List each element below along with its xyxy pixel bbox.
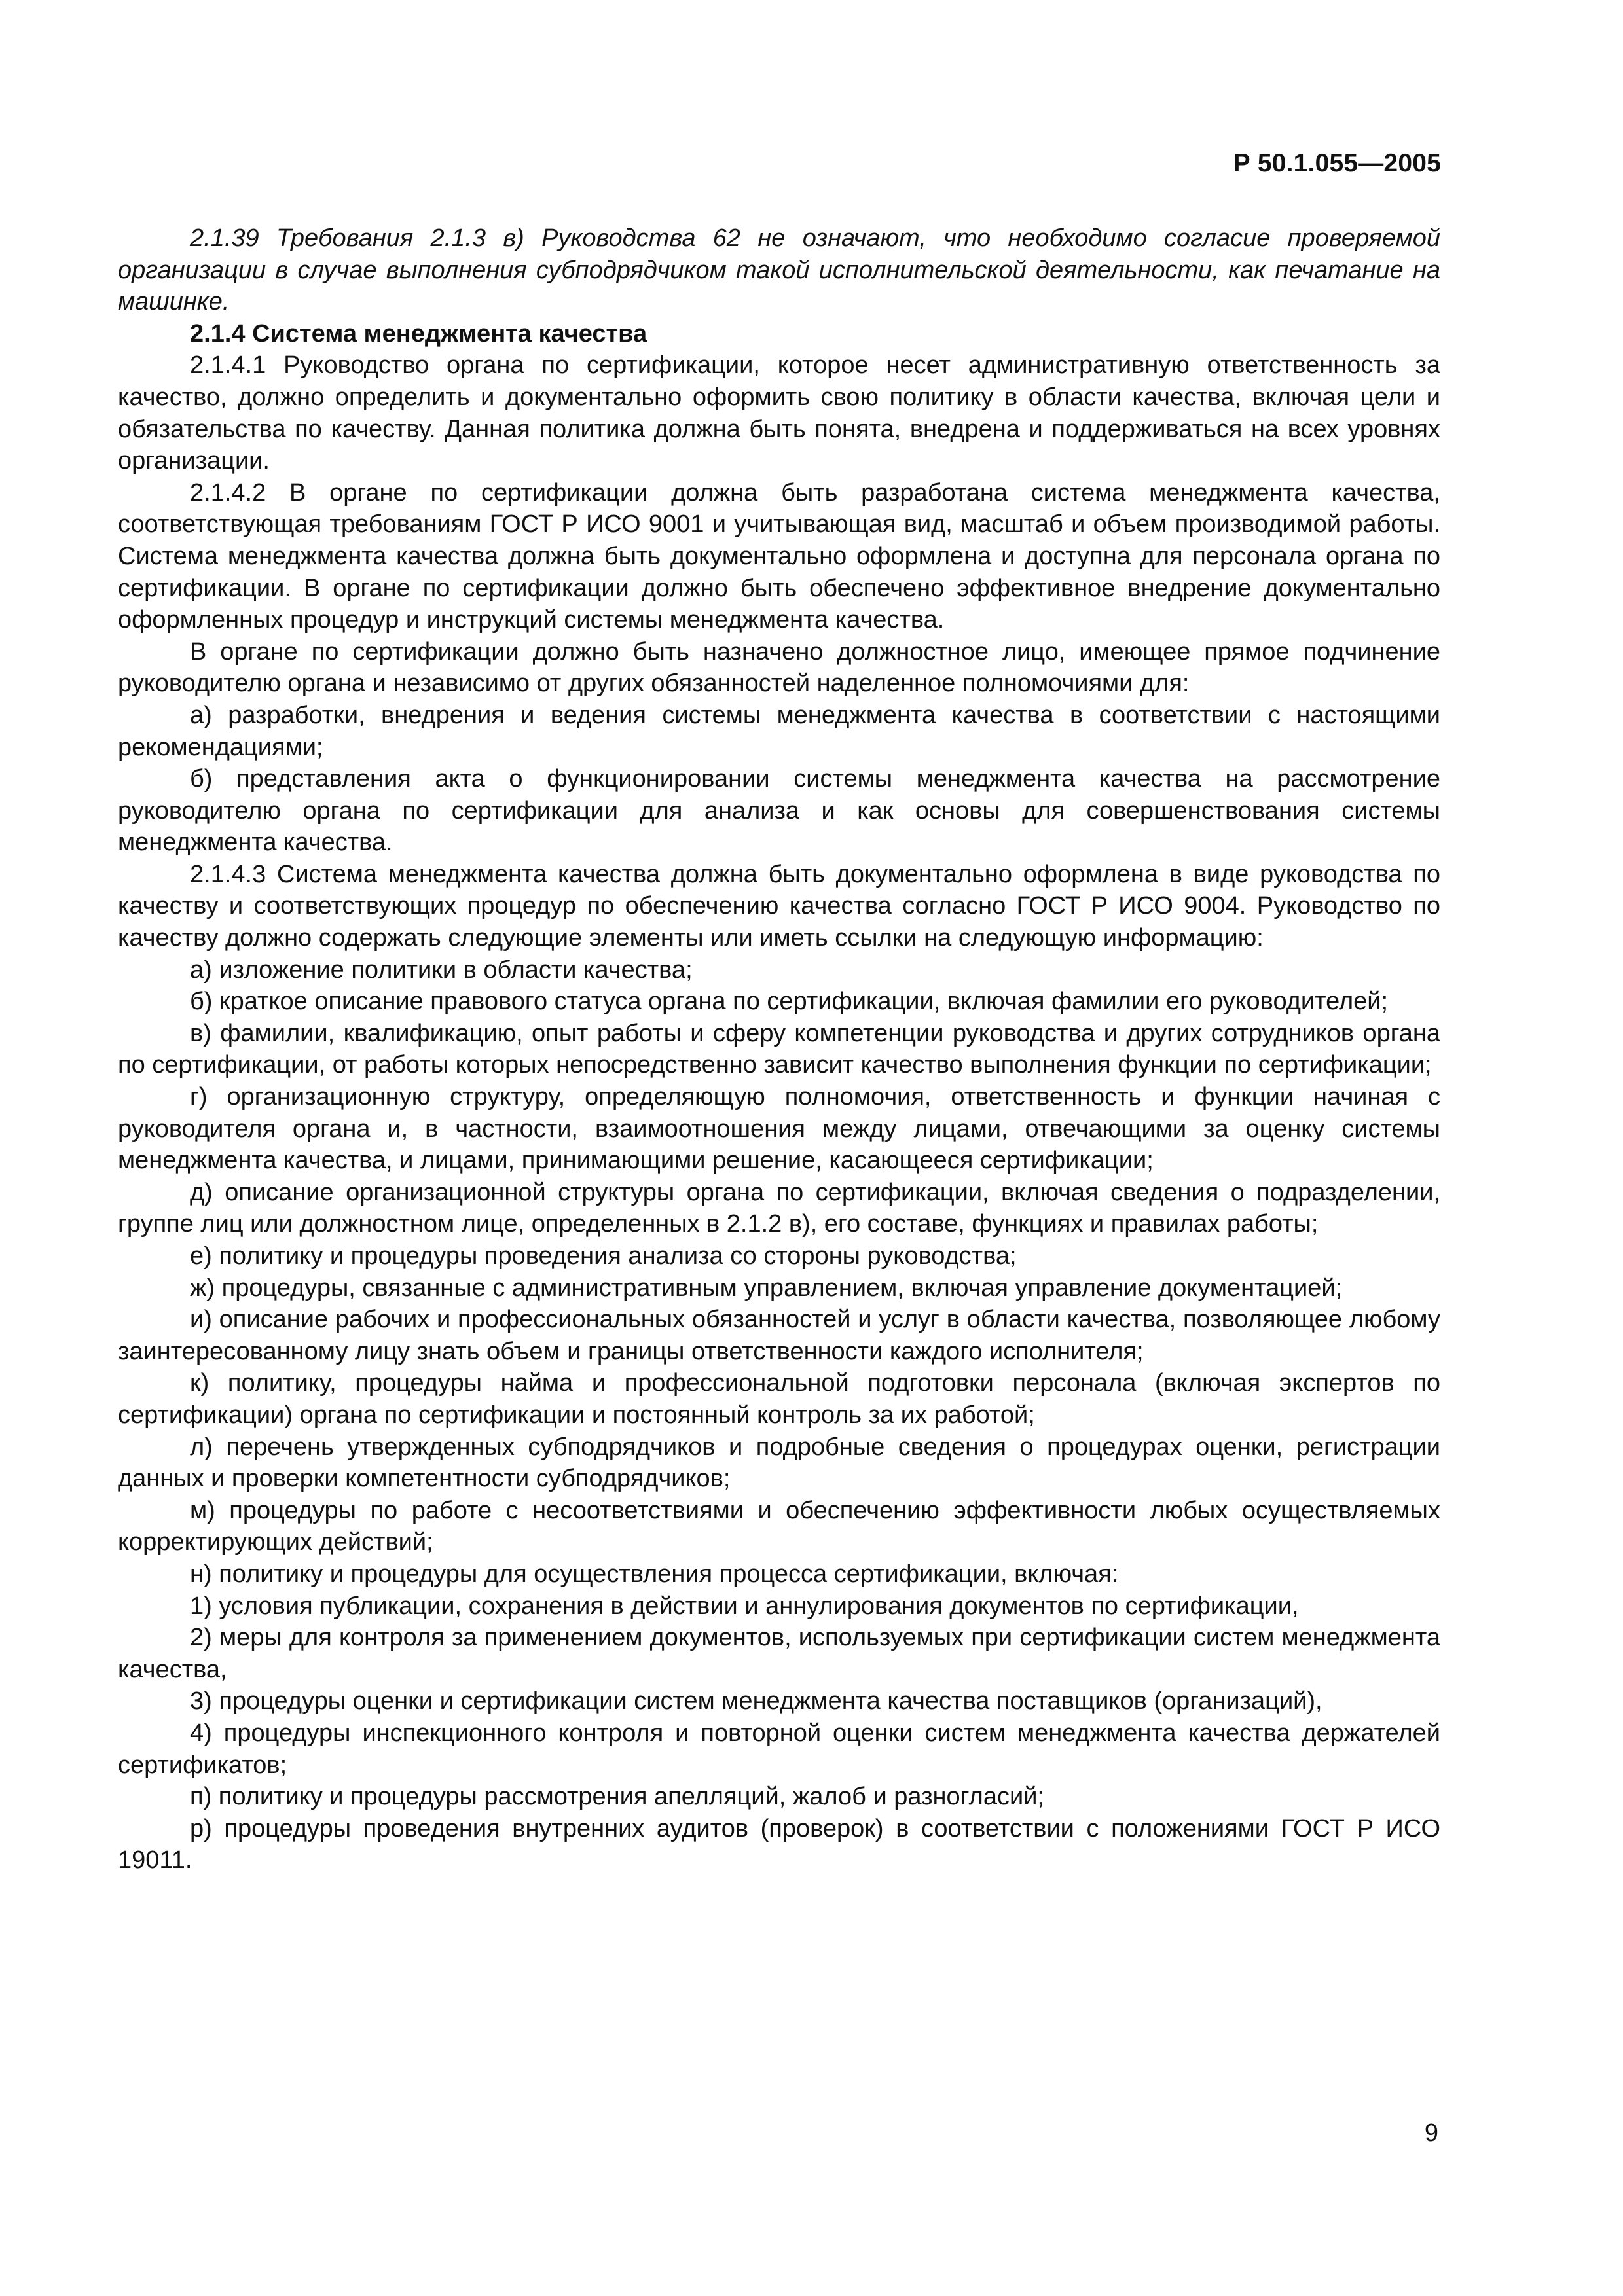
- list-item-b-report: б) представления акта о функционировании системы менеджмента качества на рассмотрение руководителю органа по сертификации для анализа и как основы для совершенствования системы менеджмента качества.: [118, 765, 1440, 857]
- list-item-e-management-review: е) политику и процедуры проведения анализа со стороны руководства;: [190, 1242, 1017, 1270]
- paragraph-2-1-4-1: 2.1.4.1 Руководство органа по сертификации, которое несет административную ответственность за качество, должно определить и документально оформить свою политику в области качества, включая цели и обязательства по качеству. Данная политика должна быть понята, внедрена и поддерживаться на всех уровнях организации.: [118, 351, 1440, 475]
- list-item-m-nonconformities: м) процедуры по работе с несоответствиями и обеспечению эффективности любых осуществляемых корректирующих действий;: [118, 1496, 1440, 1556]
- list-item-p-appeals: п) политику и процедуры рассмотрения апелляций, жалоб и разногласий;: [190, 1783, 1044, 1811]
- list-item-l-subcontractors: л) перечень утвержденных субподрядчиков и подробные сведения о процедурах оценки, регистрации данных и проверки компетентности субподрядчиков;: [118, 1433, 1440, 1493]
- list-item-a-development: а) разработки, внедрения и ведения системы менеджмента качества в соответствии с настоящими рекомендациями;: [118, 701, 1440, 761]
- paragraph-2-1-4-2: 2.1.4.2 В органе по сертификации должна быть разработана система менеджмента качества, соответствующая требованиям ГОСТ Р ИСО 9001 и учитывающая вид, масштаб и объем производимой работы. Система менеджмента качества должна быть документально оформлена и доступна для персонала органа по сертификации. В органе по сертификации должно быть обеспечено эффективное внедрение документально оформленных процедур и инструкций системы менеджмента качества.: [118, 478, 1440, 634]
- list-item-a-quality-policy: а) изложение политики в области качества;: [190, 956, 693, 984]
- document-code: Р 50.1.055—2005: [1233, 149, 1441, 177]
- page-number: 9: [1424, 2119, 1438, 2147]
- list-item-i-duties: и) описание рабочих и профессиональных обязанностей и услуг в области качества, позволяющее любому заинтересованному лицу знать объем и границы ответственности каждого исполнителя;: [118, 1306, 1440, 1365]
- list-item-zh-administration: ж) процедуры, связанные с административным управлением, включая управление документацией;: [190, 1274, 1343, 1302]
- page-body: [118, 223, 1440, 1876]
- sublist-item-4: 4) процедуры инспекционного контроля и повторной оценки систем менеджмента качества держателей сертификатов;: [118, 1719, 1440, 1779]
- list-item-n-certification-process: н) политику и процедуры для осуществления процесса сертификации, включая:: [190, 1560, 1119, 1588]
- list-item-k-personnel: к) политику, процедуры найма и профессиональной подготовки персонала (включая экспертов по сертификации) органа по сертификации и постоянный контроль за их работой;: [118, 1369, 1440, 1429]
- sublist-item-2: 2) меры для контроля за применением документов, используемых при сертификации систем менеджмента качества,: [118, 1624, 1440, 1683]
- list-item-b-legal-status: б) краткое описание правового статуса органа по сертификации, включая фамилии его руководителей;: [190, 988, 1389, 1016]
- paragraph-2-1-39: 2.1.39 Требования 2.1.3 в) Руководства 62 не означают, что необходимо согласие проверяемой организации в случае выполнения субподрядчиком такой исполнительской деятельности, как печатание на машинке.: [118, 224, 1440, 316]
- paragraph-2-1-4-3: 2.1.4.3 Система менеджмента качества должна быть документально оформлена в виде руководства по качеству и соответствующих процедур по обеспечению качества согласно ГОСТ Р ИСО 9004. Руководство по качеству должно содержать следующие элементы или иметь ссылки на следующую информацию:: [118, 860, 1440, 952]
- paragraph-appointed-official: В органе по сертификации должно быть назначено должностное лицо, имеющее прямое подчинение руководителю органа и независимо от других обязанностей наделенное полномочиями для:: [118, 637, 1440, 698]
- sublist-item-1: 1) условия публикации, сохранения в действии и аннулирования документов по сертификации,: [190, 1592, 1299, 1620]
- list-item-d-structure-description: д) описание организационной структуры органа по сертификации, включая сведения о подразделении, группе лиц или должностном лице, определенных в 2.1.2 в), его составе, функциях и правилах работы;: [118, 1178, 1440, 1238]
- list-item-g-org-structure: г) организационную структуру, определяющую полномочия, ответственность и функции начиная с руководителя органа и, в частности, взаимоотношения между лицами, отвечающими за оценку системы менеджмента качества, и лицами, принимающими решение, касающееся сертификации;: [118, 1083, 1440, 1175]
- list-item-v-staff: в) фамилии, квалификацию, опыт работы и сферу компетенции руководства и других сотрудников органа по сертификации, от работы которых непосредственно зависит качество выполнения функции по сертификации;: [118, 1019, 1440, 1079]
- sublist-item-3: 3) процедуры оценки и сертификации систем менеджмента качества поставщиков (организаций),: [190, 1687, 1322, 1715]
- list-item-r-internal-audits: р) процедуры проведения внутренних аудитов (проверок) в соответствии с положениями ГОСТ Р ИСО 19011.: [118, 1814, 1440, 1874]
- section-heading-2-1-4: 2.1.4 Система менеджмента качества: [190, 319, 647, 348]
